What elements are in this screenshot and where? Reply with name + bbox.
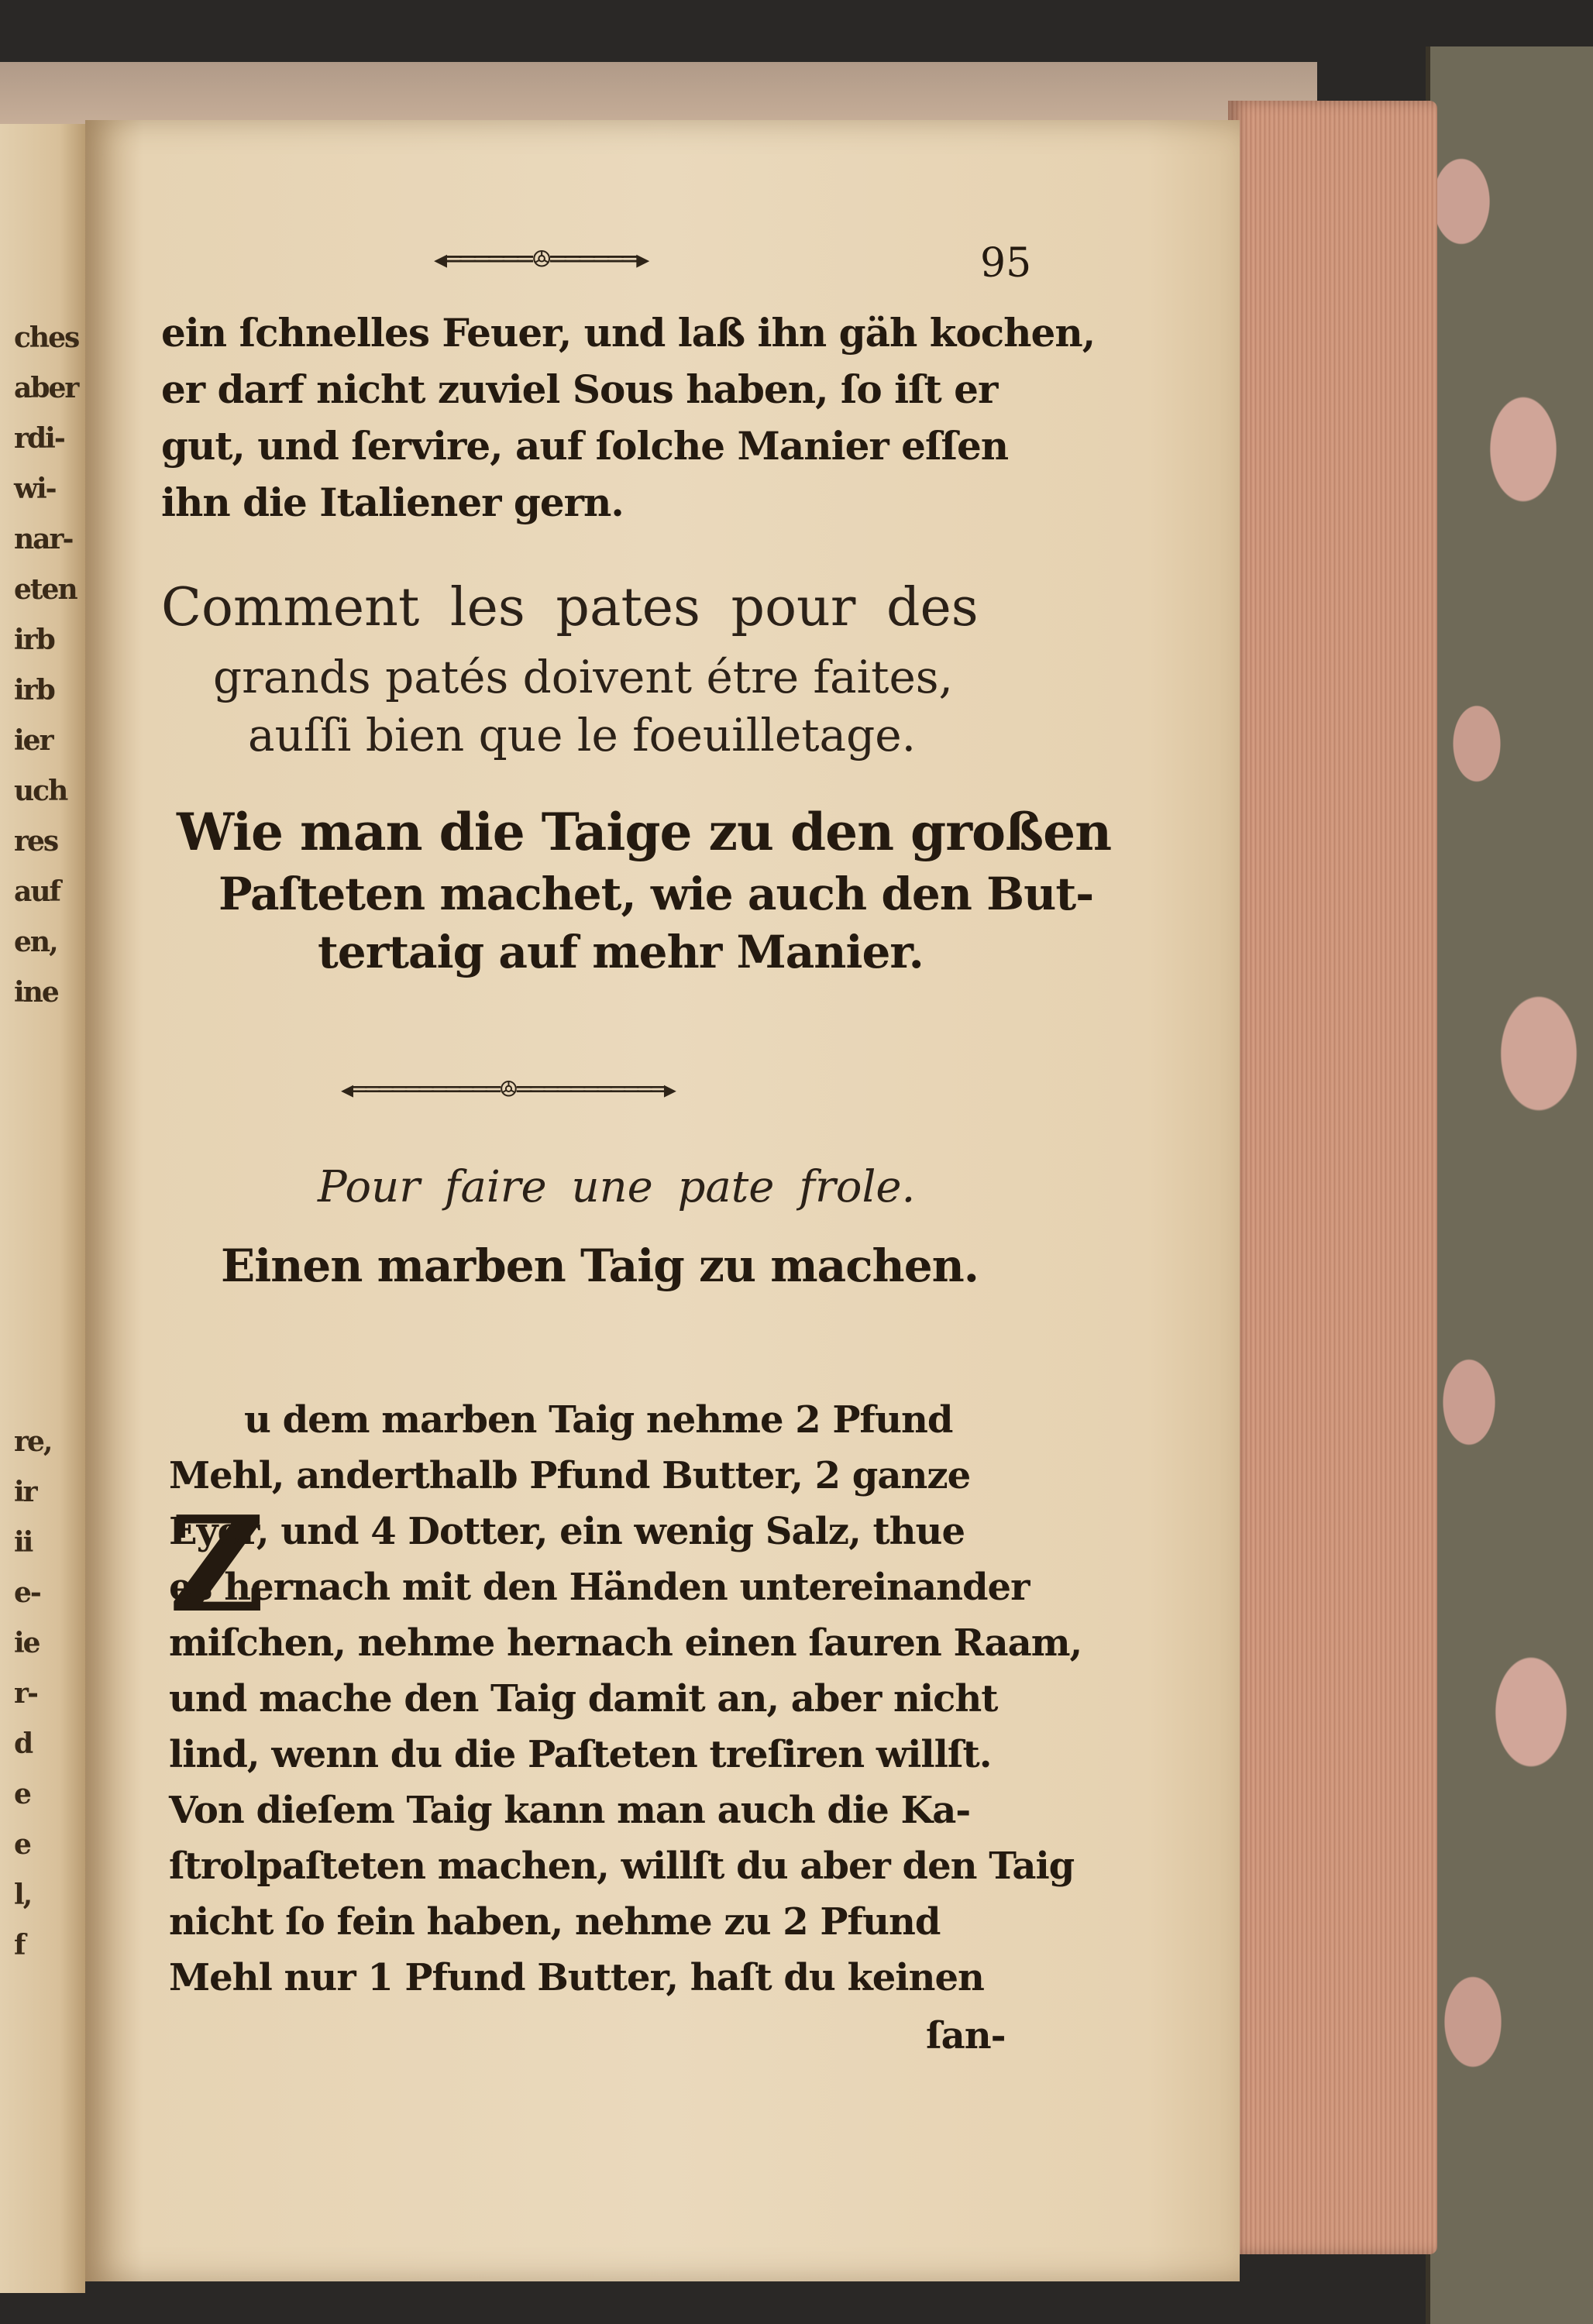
left-page-fragment: re, (14, 1425, 52, 1458)
left-page-fragment: wi- (14, 473, 56, 505)
catchword: ſan- (926, 2014, 1006, 2058)
recipe-line: miſchen, nehme hernach einen ſauren Raam, (169, 1621, 1082, 1665)
recipe-line: lind, wenn du die Paſteten treſiren willſt. (169, 1733, 992, 1776)
left-page-fragment: uch (14, 775, 67, 807)
left-page-fragment: ii (14, 1526, 33, 1559)
left-page-fragment: eten (14, 573, 77, 606)
french-heading-line: auſſi bien que le foeuilletage. (248, 709, 917, 761)
german-recipe-title: Einen marben Taig zu machen. (221, 1239, 979, 1292)
section-ornament: ◂═══════════ꔮ═══════════▸ (341, 1074, 675, 1104)
book-page (85, 120, 1240, 2281)
left-page-fragment: ches (14, 321, 79, 354)
left-page-fragment: irb (14, 674, 54, 706)
left-page-fragment: e- (14, 1576, 40, 1609)
left-page-fragment: e (14, 1778, 30, 1810)
recipe-line: u dem marben Taig nehme 2 Pfund (244, 1398, 953, 1442)
left-page-fragment: f (14, 1929, 25, 1961)
recipe-line: es hernach mit den Händen untereinander (169, 1566, 1030, 1609)
recipe-line: und mache den Taig damit an, aber nicht (169, 1677, 998, 1721)
left-page-fragment: en, (14, 926, 57, 958)
text-line: er darf nicht zuviel Sous haben, ſo iſt er (161, 366, 998, 412)
left-page-fragment: ie (14, 1627, 40, 1659)
recipe-line: Mehl nur 1 Pfund Butter, haſt du keinen (169, 1956, 984, 1999)
french-recipe-title: Pour faire une pate frole. (318, 1162, 916, 1212)
text-line: ihn die Italiener gern. (161, 480, 624, 525)
left-page-fragment: ir (14, 1476, 36, 1508)
recipe-line: Von dieſem Taig kann man auch die Ka- (169, 1789, 971, 1832)
left-page-fragment: irb (14, 624, 54, 656)
left-page-fragment: nar- (14, 523, 73, 555)
left-page-fragment: ine (14, 976, 58, 1009)
left-page-fragment: d (14, 1728, 33, 1760)
french-heading-line: Comment les pates pour des (161, 577, 979, 638)
left-page-fragment: res (14, 825, 58, 858)
german-heading-line: Paſteten machet, wie auch den But- (218, 868, 1094, 920)
header-ornament: ◂══════ꔮ══════▸ (434, 244, 649, 275)
german-heading-line: Wie man die Taige zu den großen (177, 802, 1112, 862)
left-page-fragment: aber (14, 372, 78, 404)
left-facing-page (0, 124, 85, 2293)
left-page-fragment: rdi- (14, 422, 64, 455)
left-page-fragment: auf (14, 875, 60, 908)
page-number: 95 (980, 240, 1032, 287)
recipe-line: ſtrolpaſteten machen, willſt du aber den Taig (169, 1844, 1075, 1888)
left-page-fragment: ier (14, 724, 53, 757)
recipe-line: nicht ſo fein haben, nehme zu 2 Pfund (169, 1900, 941, 1944)
recipe-line: Eyer, und 4 Dotter, ein wenig Salz, thue (169, 1510, 965, 1553)
text-line: ein ſchnelles Feuer, und laß ihn gäh kochen, (161, 310, 1096, 356)
left-page-fragment: e (14, 1828, 30, 1861)
page-edges (1228, 101, 1437, 2254)
french-heading-line: grands patés doivent étre faites, (213, 651, 953, 703)
left-page-fragment: r- (14, 1677, 37, 1710)
text-line: gut, und ſervire, auf ſolche Manier eſſen (161, 423, 1009, 469)
drop-cap: Z (169, 1487, 266, 1642)
recipe-line: Mehl, anderthalb Pfund Butter, 2 ganze (169, 1454, 971, 1497)
left-page-fragment: l, (14, 1879, 32, 1911)
german-heading-line: tertaig auf mehr Manier. (318, 926, 924, 978)
marbled-cover (1426, 46, 1593, 2324)
